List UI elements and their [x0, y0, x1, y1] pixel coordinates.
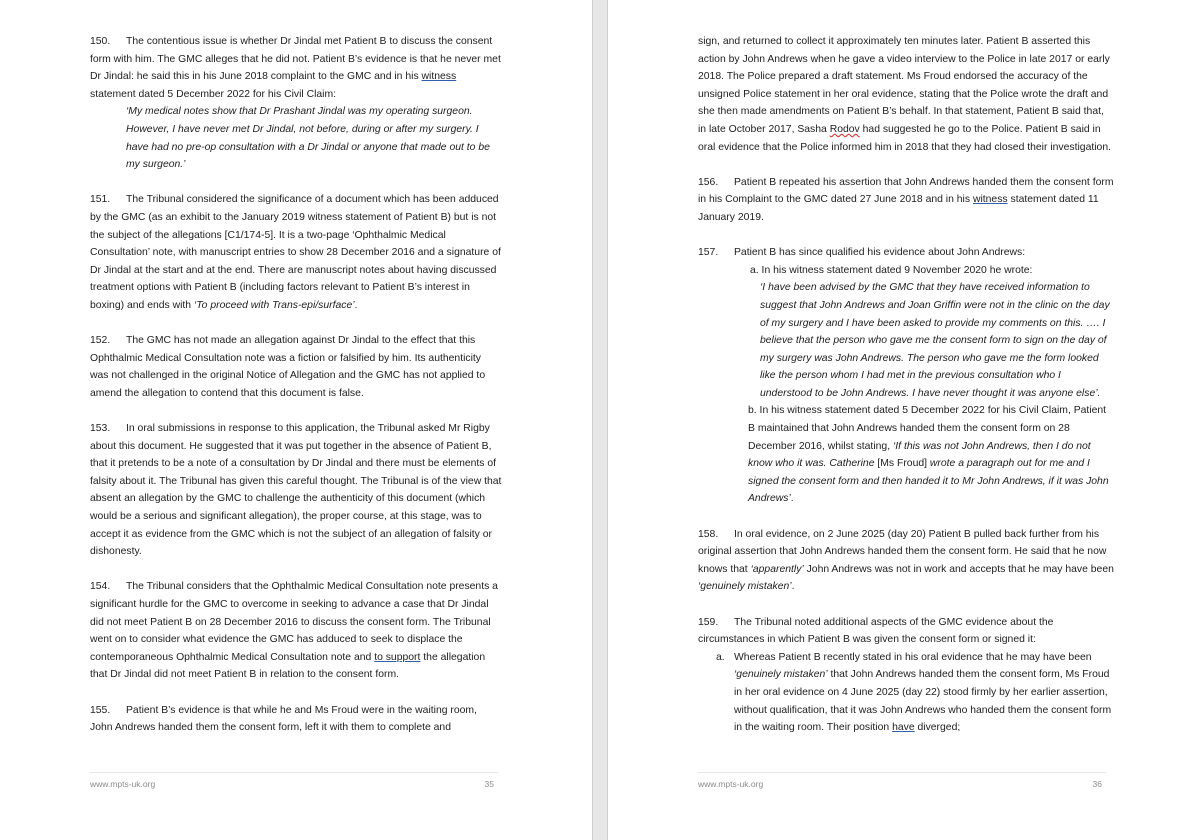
paragraph-156: 156. Patient B repeated his assertion that John Andrews handed them the consent form in his Complaint to the GMC dated 27 June 2018 and in his witness statement dated 11 January 2019.: [698, 174, 1114, 227]
quotation: ‘My medical notes show that Dr Prashant Jindal was my operating surgeon. However, I have never met Dr Jindal, not before, during or after my surgery. I have had no pre-op consultation with a Dr Jindal or anyone that made out to be my surgeon.’: [126, 106, 490, 171]
page-number: 36: [1092, 779, 1102, 789]
paragraph-158: 158. In oral evidence, on 2 June 2025 (day 20) Patient B pulled back further from his original assertion that John Andrews handed them the consent form. He said that he now knows that ‘apparently’ John Andrews was not in work and accepts that he may have been ‘genuinely mistaken’.: [698, 526, 1114, 596]
subparagraph-label: a.: [716, 651, 725, 663]
paragraph-153: 153. In oral submissions in response to this application, the Tribunal asked Mr Rigby about this document. He suggested that it was put together in the absence of Patient B, that it pretends to be a note of a consultation by Dr Jindal and there must be elements of falsity about it. The Tribunal has given this careful thought. The Tribunal is of the view that absent an allegation by the GMC to challenge the authenticity of this document (which would be a serious and significant allegation), the proper course, at this stage, was to accept it as evidence from the GMC which is not the subject of an allegation of falsity or dishonesty.: [90, 420, 502, 561]
spellcheck-underline: Rodov: [829, 123, 860, 135]
paragraph-number: 154.: [90, 581, 111, 593]
paragraph-number: 158.: [698, 528, 719, 540]
paragraph-number: 150.: [90, 36, 111, 47]
paragraph-150: 150. The contentious issue is whether Dr Jindal met Patient B to discuss the consent form with him. The GMC alleges that he did not. Patient B’s evidence is that he never met Dr Jindal: he said this in his June 2018 complaint to the GMC and in his witness statement dated 5 December 2022 for his Civil Claim: ‘My medical notes show that Dr Prashant Jindal was my operating surgeon. However, I have never met Dr Jindal, not before, during or after my surgery. I have had no pre-op consultation with a Dr Jindal or anyone that made out to be my surgeon.’: [90, 33, 502, 174]
page-gutter: [592, 0, 608, 840]
page-number: 35: [484, 779, 494, 789]
document-page-35: [0, 0, 592, 840]
page-body: [90, 33, 502, 754]
paragraph-154: 154. The Tribunal considers that the Ophthalmic Medical Consultation note presents a significant hurdle for the GMC to overcome in seeking to advance a case that Dr Jindal did not meet Patient B on 28 December 2016 to discuss the consent form. The Tribunal went on to consider what evidence the GMC has adduced to seek to displace the contemporaneous Ophthalmic Medical Consultation note and to support the allegation that Dr Jindal did not meet Patient B in relation to the consent form.: [90, 578, 502, 684]
subparagraph-a: a. In his witness statement dated 9 November 2020 he wrote:: [750, 264, 1033, 276]
page-footer: [698, 772, 1106, 789]
paragraph-155: 155. Patient B’s evidence is that while he and Ms Froud were in the waiting room, John Andrews handed them the consent form, left it with them to complete and: [90, 702, 502, 737]
paragraph-number: 151.: [90, 194, 111, 206]
page-body: [698, 33, 1114, 754]
paragraph-number: 157.: [698, 247, 719, 259]
paragraph-number: 156.: [698, 176, 719, 188]
footer-url: www.mpts-uk.org: [90, 779, 156, 789]
spellcheck-underline: witness: [421, 71, 457, 83]
document-page-36: [608, 0, 1200, 840]
paragraph-number: 153.: [90, 423, 111, 435]
quotation: ‘I have been advised by the GMC that they have received information to suggest that John Andrews and Joan Griffin were not in the clinic on the day of my surgery and I have been asked to provide my comments on this. …. I believe that the person who gave me the consent form to sign on the day of my surgery was John Andrews. The person who gave me the form looked like the person whom I had met in the previous consultation who I understood to be John Andrews. I have never thought it was anyone else’.: [760, 282, 1110, 399]
subparagraph-a: a. Whereas Patient B recently stated in his oral evidence that he may have been ‘genuinely mistaken’ that John Andrews handed them the consent form, Ms Froud in her oral evidence on 4 June 2025 (day 22) stood firmly by her earlier assertion, without qualification, that it was John Andrews who handed them the consent form in the waiting room. Their position have diverged;: [734, 649, 1114, 737]
subparagraph-b: b. In his witness statement dated 5 December 2022 for his Civil Claim, Patient B maintained that John Andrews handed them the consent form on 28 December 2016, whilst stating, ‘If this was not John Andrews, then I do not know who it was. Catherine [Ms Froud] wrote a paragraph out for me and I signed the consent form and then handed it to Mr John Andrews, if it was John Andrews’.: [748, 405, 1109, 505]
paragraph-157: 157. Patient B has since qualified his evidence about John Andrews: a. In his witness statement dated 9 November 2020 he wrote: ‘I have been advised by the GMC that they have received information to suggest that John Andrews and Joan Griffin were not in the clinic on the day of my surgery and I have been asked to provide my comments on this. …. I believe that the person who gave me the consent form to sign on the day of my surgery was John Andrews. The person who gave me the form looked like the person whom I had met in the previous consultation who I understood to be John Andrews. I have never thought it was anyone else’. b. In his witness statement dated 5 December 2022 for his Civil Claim, Patient B maintained that John Andrews handed them the consent form on 28 December 2016, whilst stating, ‘If this was not John Andrews, then I do not know who it was. Catherine [Ms Froud] wrote a paragraph out for me and I signed the consent form and then handed it to Mr John Andrews, if it was John Andrews’.: [698, 244, 1114, 508]
paragraph-151: 151. The Tribunal considered the significance of a document which has been adduced by the GMC (as an exhibit to the January 2019 witness statement of Patient B) but is not the subject of the allegations [C1/174-5]. It is a two-page ‘Ophthalmic Medical Consultation’ note, with manuscript entries to show 28 December 2016 and a signature of Dr Jindal at the start and at the end. There are manuscript notes about having discussed treatment options with Patient B (including factors relevant to Patient B’s interest in boxing) and ends with ‘To proceed with Trans-epi/surface’.: [90, 191, 502, 314]
spellcheck-underline: have: [892, 722, 915, 734]
page-footer: [90, 772, 498, 789]
paragraph-number: 152.: [90, 335, 111, 347]
paragraph-number: 155.: [90, 704, 111, 716]
paragraph-159: 159. The Tribunal noted additional aspects of the GMC evidence about the circumstances in which Patient B was given the consent form or signed it: a. Whereas Patient B recently stated in his oral evidence that he may have been ‘genuinely mistaken’ that John Andrews handed them the consent form, Ms Froud in her oral evidence on 4 June 2025 (day 22) stood firmly by her earlier assertion, without qualification, that it was John Andrews who handed them the consent form in the waiting room. Their position have diverged;: [698, 614, 1114, 737]
footer-url: www.mpts-uk.org: [698, 779, 764, 789]
paragraph-155-continued: sign, and returned to collect it approximately ten minutes later. Patient B asserted this action by John Andrews when he gave a video interview to the Police in late 2017 or early 2018. The Police prepared a draft statement. Ms Froud endorsed the accuracy of the unsigned Police statement in her oral evidence, stating that the Police wrote the draft and she then made amendments on Patient B’s behalf. In that statement, Patient B said that, in late October 2017, Sasha Rodov had suggested he go to the Police. Patient B said in oral evidence that the Police informed him in 2018 that they had closed their investigation.: [698, 36, 1111, 153]
spellcheck-underline: witness: [972, 194, 1008, 206]
spellcheck-underline: to support: [374, 651, 421, 663]
paragraph-number: 159.: [698, 616, 719, 628]
paragraph-152: 152. The GMC has not made an allegation against Dr Jindal to the effect that this Ophthalmic Medical Consultation note was a fiction or falsified by him. Its authenticity was not challenged in the original Notice of Allegation and the GMC has not applied to amend the allegation to contend that this document is false.: [90, 332, 502, 402]
